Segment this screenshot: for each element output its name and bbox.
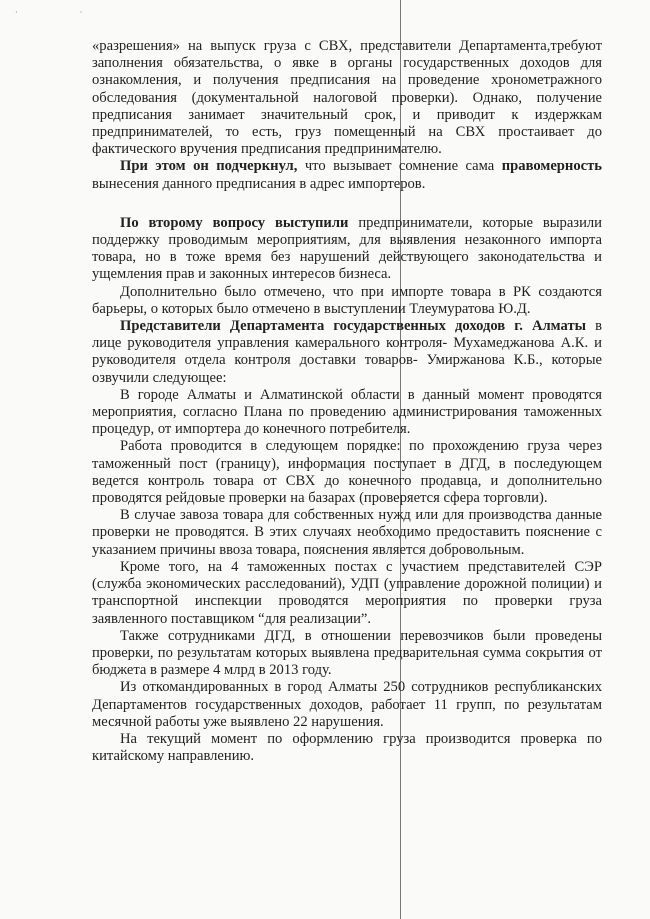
text-run: Из откомандированных в город Алматы 250 сотрудников республиканских Департаментов государственных доходов, работает 11 групп, по результатам месячной работы уже выявлено 22 нарушения. xyxy=(92,679,602,730)
paragraph xyxy=(92,507,602,559)
scan-marks: · · xyxy=(15,8,113,17)
text-run: Работа проводится в следующем порядке: по прохождению груза через таможенный пост (границу), информация поступает в ДГД, в последующем ведется контроль товара от СВХ до конечного продавца, и дополнительно проводятся рейдовые проверки на базарах (проверяется сфера торговли). xyxy=(92,438,602,507)
text-run: Кроме того, на 4 таможенных постах с участием представителей СЭР (служба экономических расследований), УДП (управление дорожной полиции) и транспортной инспекции проводятся мероприятия по проверки груза заявленного поставщиком “для реализации”. xyxy=(92,558,602,627)
paragraph xyxy=(92,38,602,158)
paragraph xyxy=(92,158,602,192)
text-run: В случае завоза товара для собственных нужд или для производства данные проверки не проводятся. В этих случаях необходимо предоставить пояснение с указанием причины ввоза товара, пояснения является добровольным. xyxy=(92,507,602,558)
paragraph xyxy=(92,679,602,731)
paragraph xyxy=(92,628,602,680)
text-run: предприниматели, которые выразили поддержку проводимым мероприятиям, для выявления незаконного импорта товара, но в тоже время без нарушений действующего законодательства и ущемления прав и законных интересов бизнеса. xyxy=(92,214,602,283)
paragraph xyxy=(92,731,602,765)
text-run: В городе Алматы и Алматинской области в данный момент проводятся мероприятия, согласно Плана по проведению администрирования таможенных процедур, от импортера до конечного потребителя. xyxy=(92,386,602,438)
text-run: «разрешения» на выпуск груза с СВХ, представители Департамента,требуют заполнения обязательства, о явке в органы государственных доходов для ознакомления, и получения предписания на проведение хронометражного обследования (документальной налоговой проверки). Однако, получение предписания занимает значительный срок, и приводит к издержкам предпринимателей, то есть, груз помещенный на СВХ простаивает до фактического вручения предписания предпринимателю. xyxy=(92,38,602,158)
paragraph xyxy=(92,438,602,507)
text-run: что вызывает сомнение сама xyxy=(297,158,502,175)
text-run: Также сотрудниками ДГД, в отношении перевозчиков были проведены проверки, по результатам которых выявлена предварительная сумма сокрытия от бюджета в размере 4 млрд в 2013 году. xyxy=(92,627,602,679)
text-run: Дополнительно было отмечено, что при импорте товара в РК создаются барьеры, о которых было отмечено в выступлении Тлеумуратова Ю.Д. xyxy=(92,283,602,317)
text-run: вынесения данного предписания в адрес импортеров. xyxy=(92,175,426,192)
text-run: в лице руководителя управления камерального контроля- Мухамеджанова А.К. и руководителя отдела контроля доставки товаров- Умиржанова К.Б., которые озвучили следующее: xyxy=(92,318,602,386)
paragraph xyxy=(92,215,602,284)
bold-text: При этом он подчеркнул, xyxy=(120,158,298,175)
document-body xyxy=(92,38,602,765)
paragraph xyxy=(92,318,602,387)
bold-text: Представители Департамента государственных доходов г. Алматы xyxy=(120,318,587,335)
bold-text: По второму вопросу выступили xyxy=(120,214,349,231)
paragraph xyxy=(92,284,602,318)
text-run: На текущий момент по оформлению груза производится проверка по китайскому направлению. xyxy=(92,730,602,765)
paragraph xyxy=(92,559,602,628)
paragraph xyxy=(92,387,602,439)
bold-text: правомерность xyxy=(501,158,602,175)
